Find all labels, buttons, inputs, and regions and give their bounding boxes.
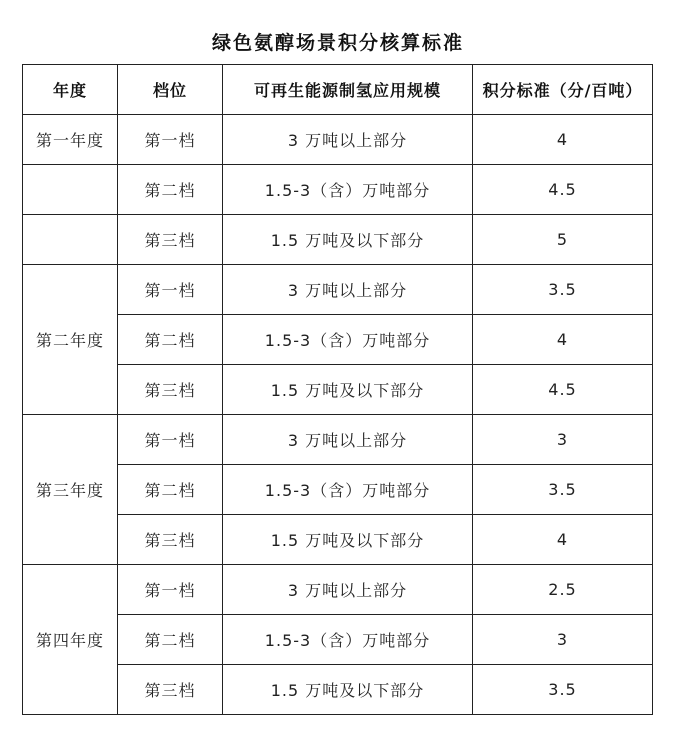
scale-cell: 1.5 万吨及以下部分 — [223, 365, 473, 415]
score-cell: 5 — [473, 215, 653, 265]
table-row — [23, 215, 653, 265]
tier-cell: 第二档 — [118, 465, 223, 515]
tier-cell: 第一档 — [118, 565, 223, 615]
header-score: 积分标准（分/百吨） — [473, 65, 653, 115]
score-cell: 4.5 — [473, 165, 653, 215]
score-cell: 2.5 — [473, 565, 653, 615]
tier-cell: 第一档 — [118, 265, 223, 315]
tier-cell: 第三档 — [118, 215, 223, 265]
table-row — [23, 665, 653, 715]
header-tier: 档位 — [118, 65, 223, 115]
tier-cell: 第二档 — [118, 165, 223, 215]
score-cell: 4 — [473, 115, 653, 165]
score-standard-table — [22, 64, 653, 715]
tier-cell: 第三档 — [118, 665, 223, 715]
score-cell: 4 — [473, 315, 653, 365]
scale-cell: 1.5-3（含）万吨部分 — [223, 615, 473, 665]
score-cell: 4 — [473, 515, 653, 565]
header-scale: 可再生能源制氢应用规模 — [223, 65, 473, 115]
scale-cell: 1.5-3（含）万吨部分 — [223, 465, 473, 515]
scale-cell: 3 万吨以上部分 — [223, 415, 473, 465]
table-row — [23, 465, 653, 515]
year-cell: 第四年度 — [23, 565, 118, 715]
scale-cell: 1.5-3（含）万吨部分 — [223, 165, 473, 215]
year-cell: 第二年度 — [23, 265, 118, 415]
tier-cell: 第二档 — [118, 615, 223, 665]
score-cell: 3.5 — [473, 665, 653, 715]
tier-cell: 第三档 — [118, 365, 223, 415]
header-year: 年度 — [23, 65, 118, 115]
scale-cell: 1.5 万吨及以下部分 — [223, 665, 473, 715]
table-row — [23, 365, 653, 415]
year-cell: 第三年度 — [23, 415, 118, 565]
table-row — [23, 565, 653, 615]
year-cell-empty — [23, 215, 118, 265]
tier-cell: 第一档 — [118, 115, 223, 165]
scale-cell: 3 万吨以上部分 — [223, 115, 473, 165]
table-row — [23, 415, 653, 465]
table-row — [23, 315, 653, 365]
scale-cell: 1.5-3（含）万吨部分 — [223, 315, 473, 365]
tier-cell: 第三档 — [118, 515, 223, 565]
score-cell: 3 — [473, 415, 653, 465]
tier-cell: 第一档 — [118, 415, 223, 465]
scale-cell: 1.5 万吨及以下部分 — [223, 515, 473, 565]
header-row — [23, 65, 653, 115]
scale-cell: 3 万吨以上部分 — [223, 265, 473, 315]
table-header — [23, 65, 653, 115]
table-row — [23, 165, 653, 215]
table-row — [23, 115, 653, 165]
year-cell: 第一年度 — [23, 115, 118, 165]
table-row — [23, 265, 653, 315]
scale-cell: 3 万吨以上部分 — [223, 565, 473, 615]
page-title: 绿色氨醇场景积分核算标准 — [211, 32, 464, 54]
tier-cell: 第二档 — [118, 315, 223, 365]
scale-cell: 1.5 万吨及以下部分 — [223, 215, 473, 265]
table-body — [23, 115, 653, 715]
score-cell: 3 — [473, 615, 653, 665]
table-row — [23, 615, 653, 665]
score-cell: 3.5 — [473, 265, 653, 315]
table-row — [23, 515, 653, 565]
year-cell-empty — [23, 165, 118, 215]
score-cell: 4.5 — [473, 365, 653, 415]
score-cell: 3.5 — [473, 465, 653, 515]
